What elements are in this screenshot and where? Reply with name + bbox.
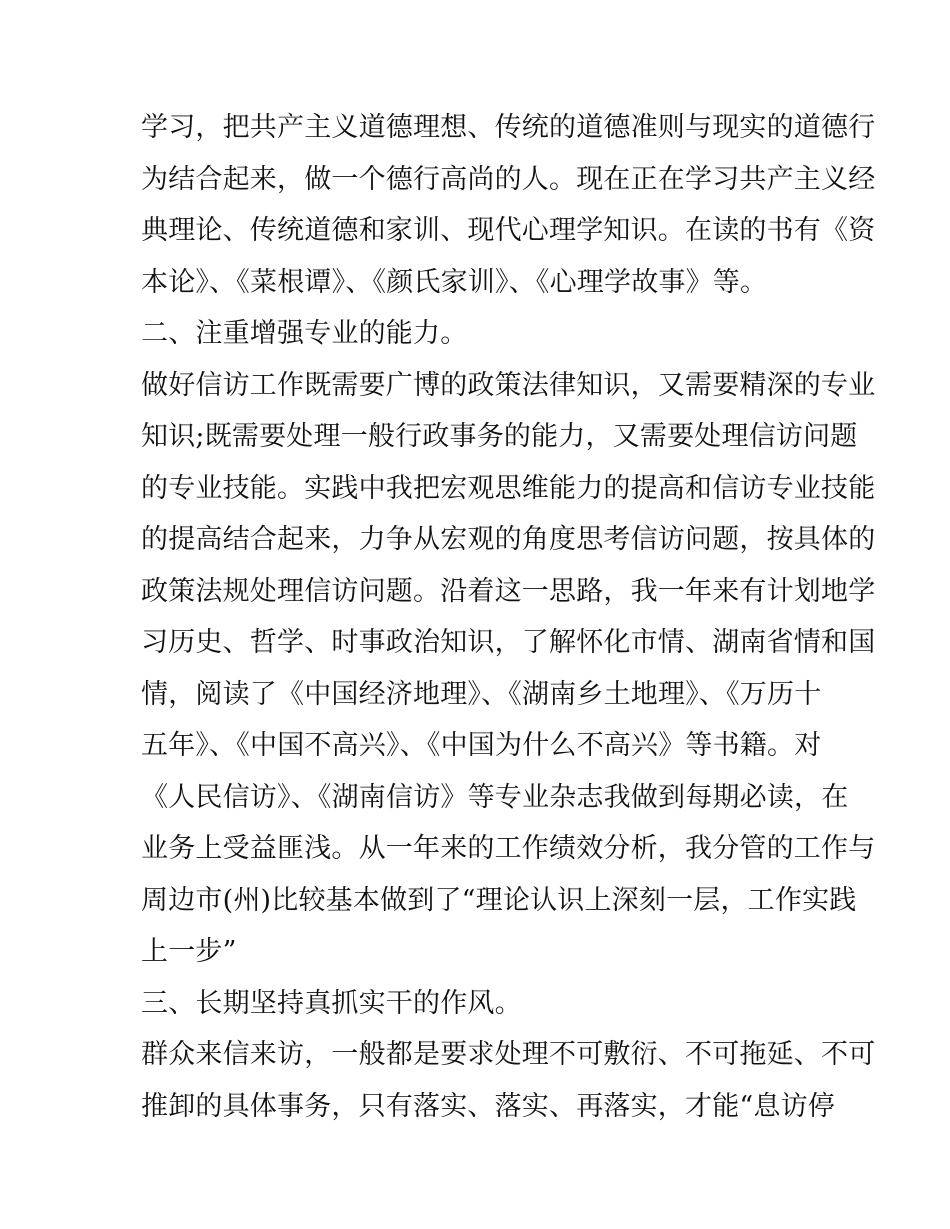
document-body — [141, 102, 876, 1132]
text-line-1: 学习，把共产主义道德理想、传统的道德准则与现实的道德行 — [141, 112, 876, 143]
text-line-2: 为结合起来，做一个德行高尚的人。现在正在学习共产主义经 — [141, 163, 876, 195]
text-line-11: 习历史、哲学、时事政治知识，了解怀化市情、湖南省情和国 — [141, 627, 876, 658]
text-line-3: 典理论、传统道德和家训、现代心理学知识。在读的书有《资 — [141, 215, 876, 246]
text-line-10: 政策法规处理信访问题。沿着这一思路，我一年来有计划地学 — [141, 575, 876, 607]
text-line-19: 群众来信来访，一般都是要求处理不可敷衍、不可拖延、不可 — [141, 1039, 876, 1070]
text-line-17: 上一步” — [141, 936, 237, 967]
text-line-16: 周边市(州)比较基本做到了“理论认识上深刻一层，工作实践 — [141, 884, 857, 916]
section-heading-2: 二、注重增强专业的能力。 — [141, 318, 468, 349]
section-heading-3: 三、长期坚持真抓实干的作风。 — [141, 987, 522, 1019]
text-line-13: 五年》、《中国不高兴》、《中国为什么不高兴》等书籍。对 — [141, 730, 822, 761]
text-line-6: 做好信访工作既需要广博的政策法律知识，又需要精深的专业 — [141, 369, 876, 401]
text-line-12: 情，阅读了《中国经济地理》、《湖南乡土地理》、《万历十 — [141, 678, 822, 710]
text-line-8: 的专业技能。实践中我把宏观思维能力的提高和信访专业技能 — [141, 472, 876, 504]
text-line-7: 知识;既需要处理一般行政事务的能力，又需要处理信访问题 — [141, 421, 858, 452]
text-line-15: 业务上受益匪浅。从一年来的工作绩效分析，我分管的工作与 — [141, 833, 876, 864]
text-line-20: 推卸的具体事务，只有落实、落实、再落实，才能“息访停 — [141, 1090, 836, 1122]
text-line-9: 的提高结合起来，力争从宏观的角度思考信访问题，按具体的 — [141, 524, 876, 555]
text-line-14: 《人民信访》、《湖南信访》等专业杂志我做到每期必读，在 — [141, 781, 849, 813]
text-line-4: 本论》、《菜根谭》、《颜氏家训》、《心理学故事》等。 — [141, 266, 768, 298]
